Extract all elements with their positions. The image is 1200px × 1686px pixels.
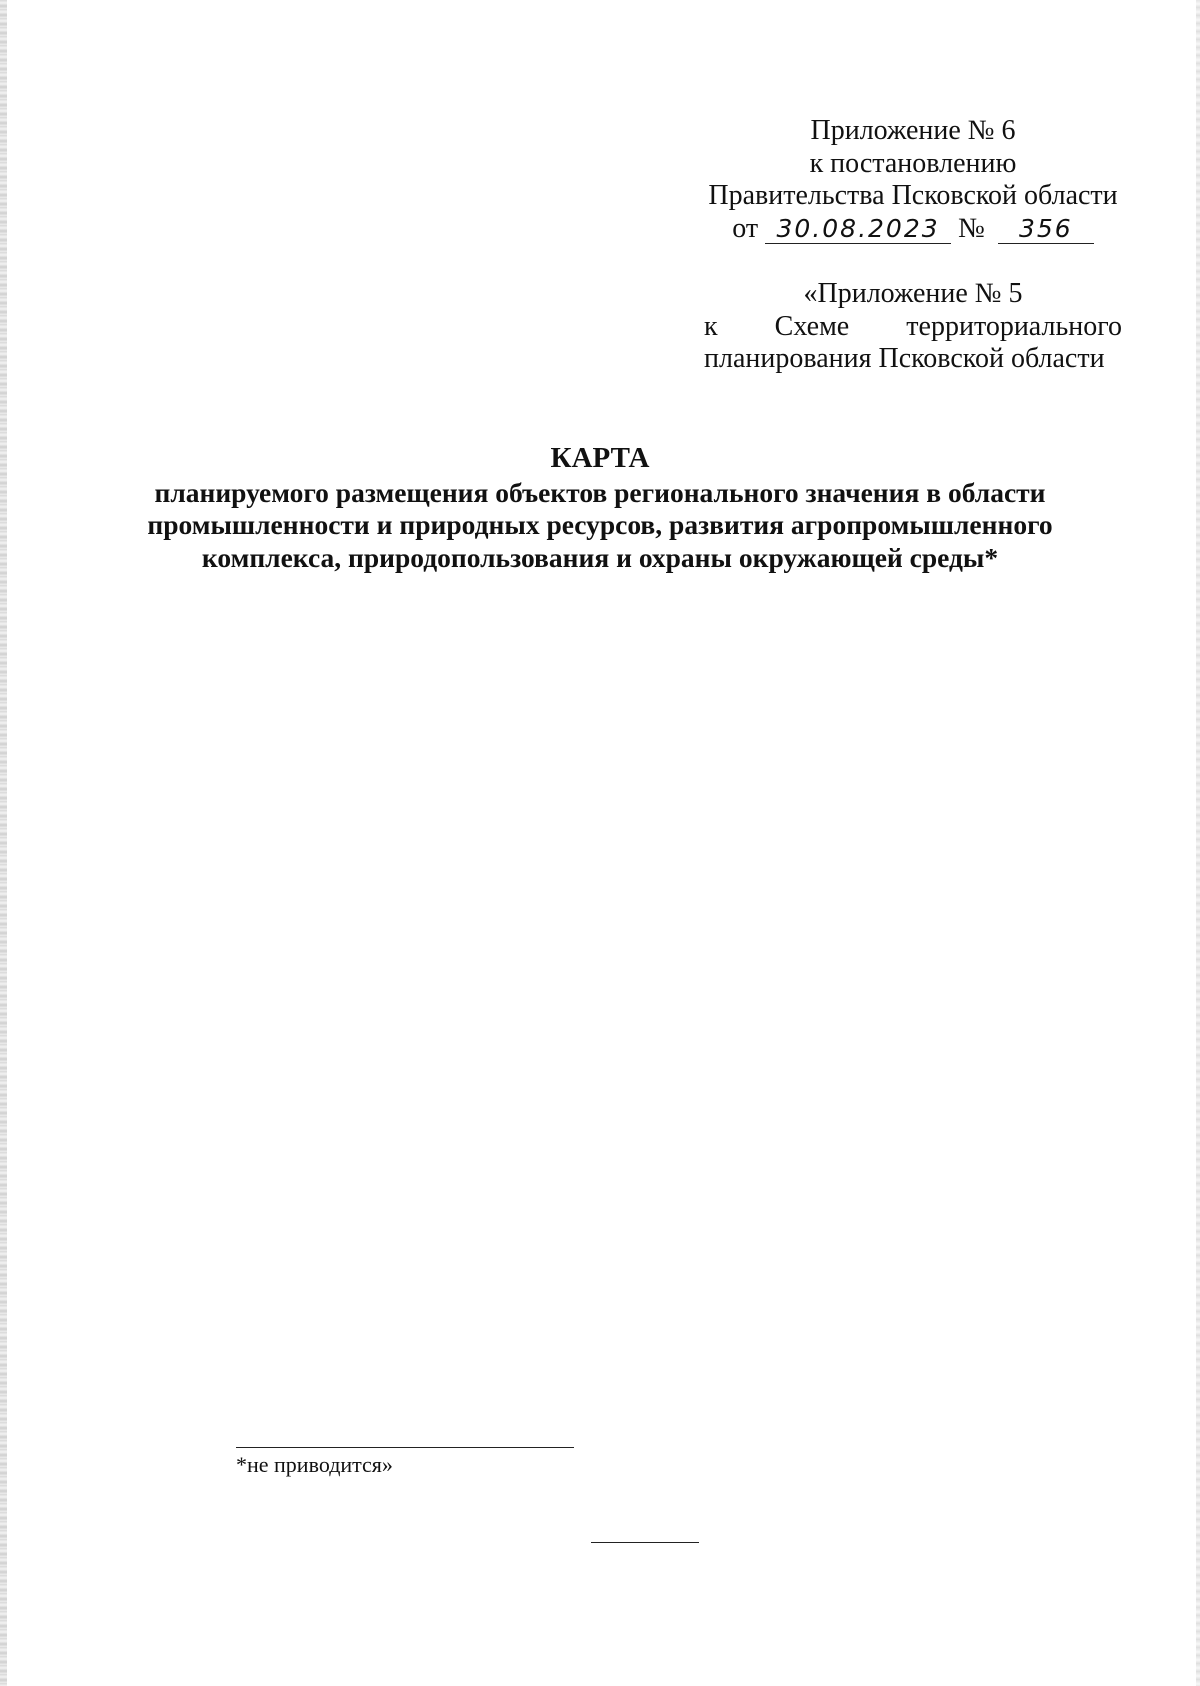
footnote-text: *не приводится» [236, 1452, 393, 1477]
date-prefix: от [732, 212, 759, 244]
appendix-block [704, 115, 1122, 245]
document-title-line2: промышленности и природных ресурсов, развития агропромышленного [147, 509, 1053, 540]
schema-appendix-number-line: «Приложение № 5 [803, 278, 1023, 309]
scan-edge-right [1196, 0, 1200, 1686]
document-title-line1: планируемого размещения объектов регионального значения в области [154, 476, 1046, 508]
scan-edge-left [0, 0, 7, 1686]
number-sign: № [958, 212, 985, 244]
schema-appendix-line2 [704, 311, 1122, 344]
document-heading: КАРТА [550, 442, 650, 474]
schema-word-scheme: Схеме [774, 310, 850, 342]
handwritten-date: 30.08.2023 [765, 215, 951, 244]
appendix-date-line [704, 213, 1122, 246]
document-title-block [130, 442, 1070, 574]
handwritten-number: 356 [998, 215, 1094, 244]
appendix-number-line: Приложение № 6 [810, 115, 1016, 146]
schema-appendix-block [704, 278, 1122, 376]
schema-word-territorial: территориального [906, 310, 1122, 342]
appendix-government-line: Правительства Псковской области [708, 180, 1118, 211]
document-title-line3: комплекса, природопользования и охраны окружающей среды* [201, 541, 999, 573]
appendix-resolution-line: к постановлению [809, 147, 1017, 179]
schema-word-k: к [704, 310, 718, 342]
schema-appendix-line3: планирования Псковской области [704, 343, 1105, 374]
footnote-separator [236, 1447, 574, 1448]
end-of-document-rule [591, 1542, 699, 1543]
